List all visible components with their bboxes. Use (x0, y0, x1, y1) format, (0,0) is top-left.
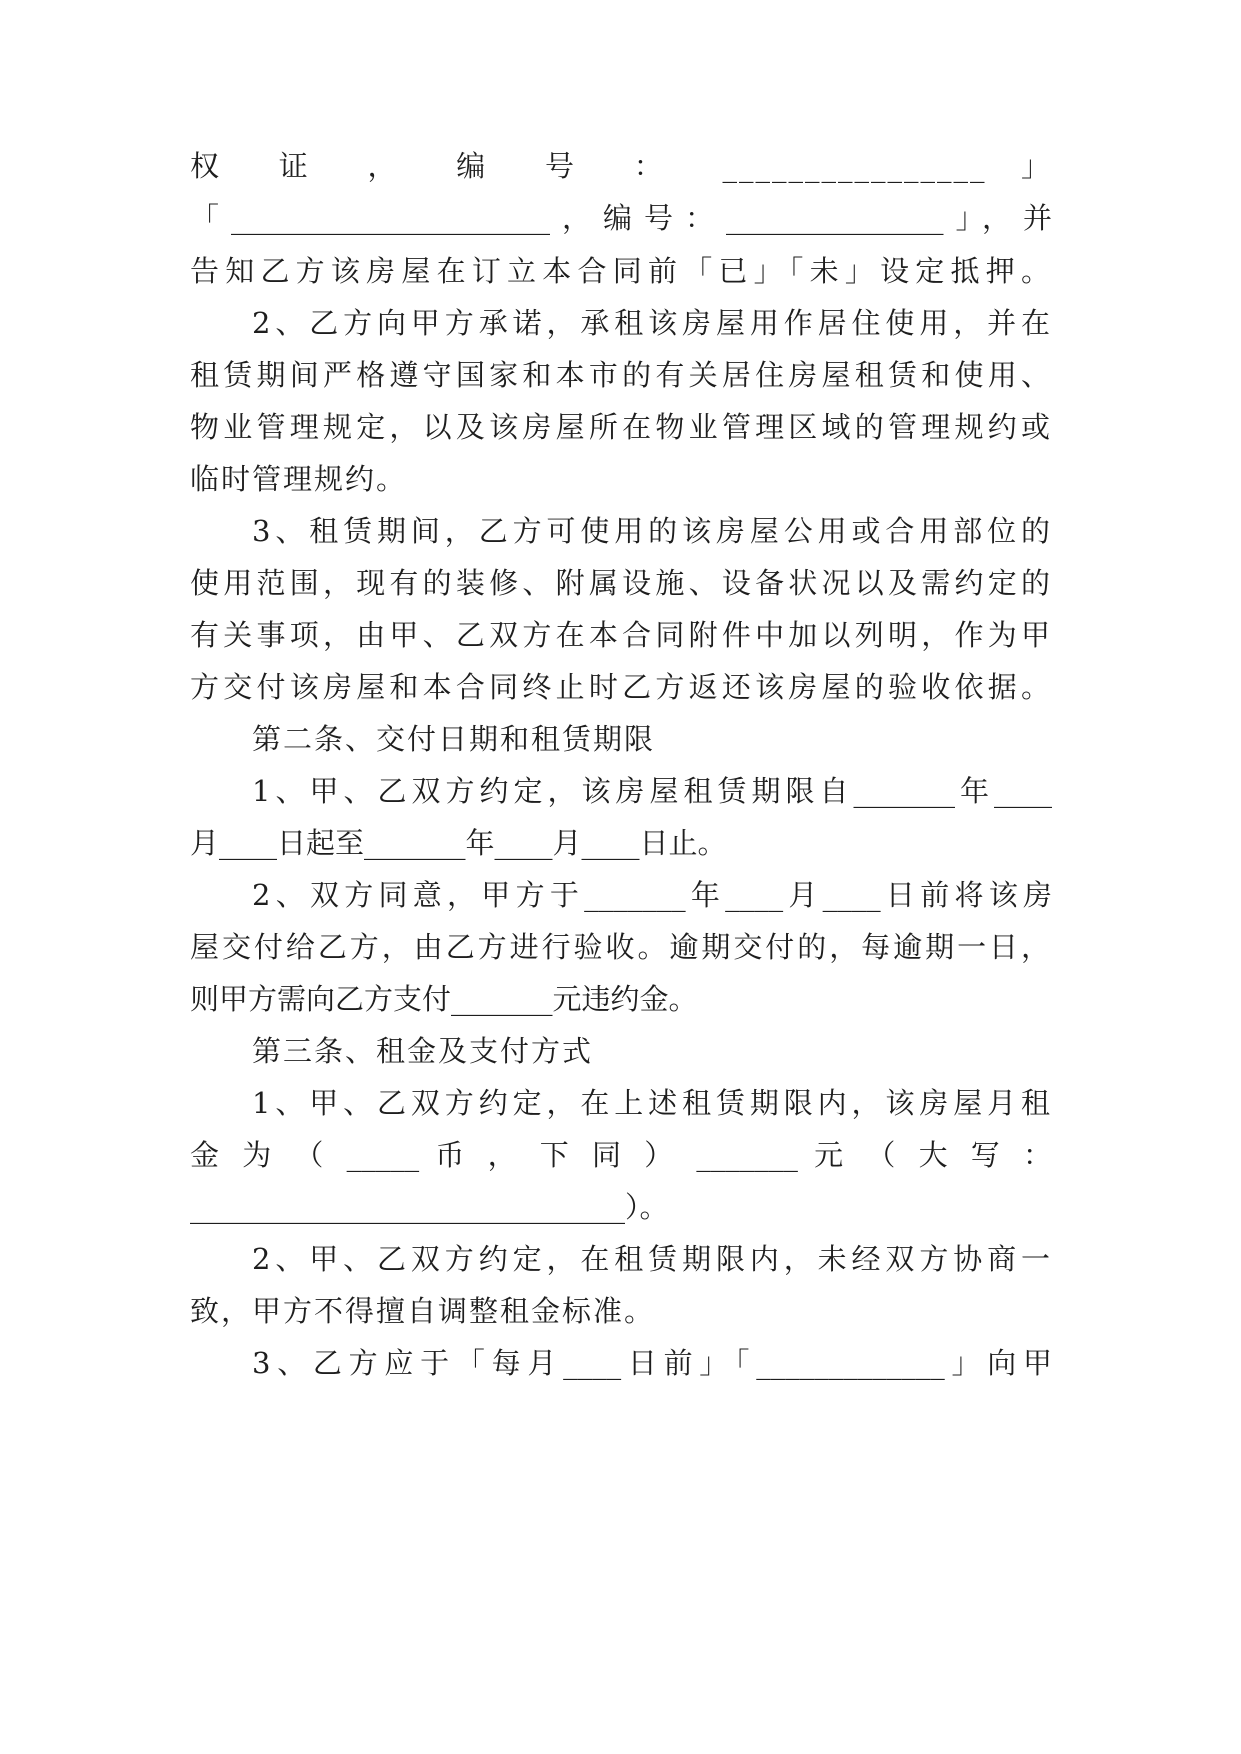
article-2-item-1-line-2: 月____日起至_______年____月____日止。 (190, 826, 727, 860)
clause-2-line-4: 临时管理规约。 (190, 462, 408, 496)
article-3-heading: 第三条、租金及支付方式 (252, 1034, 594, 1068)
clause-3-line-1: 3、租赁期间，乙方可使用的该房屋公用或合用部位的 (252, 514, 1052, 548)
text-line-property-cert: 权 证 ， 编 号 ： ________________ 」 (190, 149, 1052, 183)
article-3-item-2-line-1: 2、甲、乙双方约定，在租赁期限内，未经双方协商一 (252, 1242, 1052, 1276)
article-2-heading: 第二条、交付日期和租赁期限 (252, 722, 656, 756)
article-3-item-3-line-1: 3、乙方应于「每月____日前」「_____________」向甲 (252, 1346, 1052, 1380)
article-2-item-2-line-3: 则甲方需向乙方支付_______元违约金。 (190, 982, 698, 1016)
clause-3-line-4: 方交付该房屋和本合同终止时乙方返还该房屋的验收依据。 (190, 670, 1052, 704)
article-3-item-1-line-3: ______________________________）。 (190, 1190, 669, 1224)
clause-2-line-3: 物业管理规定，以及该房屋所在物业管理区域的管理规约或 (190, 410, 1052, 444)
clause-3-line-3: 有关事项，由甲、乙双方在本合同附件中加以列明，作为甲 (190, 618, 1052, 652)
article-3-item-2-line-2: 致，甲方不得擅自调整租金标准。 (190, 1294, 656, 1328)
clause-2-line-1: 2、乙方向甲方承诺，承租该房屋用作居住使用，并在 (252, 306, 1052, 340)
clause-3-line-2: 使用范围，现有的装修、附属设施、设备状况以及需约定的 (190, 566, 1052, 600)
article-2-item-2-line-2: 屋交付给乙方，由乙方进行验收。逾期交付的，每逾期一日， (190, 930, 1052, 964)
article-2-item-2-line-1: 2、双方同意，甲方于_______年____月____日前将该房 (252, 878, 1052, 912)
article-3-item-1-line-2: 金 为 （ _____ 币 ， 下 同 ） _______ 元 （ 大 写 ： (190, 1138, 1052, 1172)
text-line-number-blanks: 「______________________，编号：_______________」，并 (190, 201, 1052, 235)
article-3-item-1-line-1: 1、甲、乙双方约定，在上述租赁期限内，该房屋月租 (252, 1086, 1052, 1120)
text-line-mortgage-notice: 告知乙方该房屋在订立本合同前「已」「未」设定抵押。 (190, 254, 1052, 288)
article-2-item-1-line-1: 1、甲、乙双方约定，该房屋租赁期限自_______年____ (252, 774, 1052, 808)
clause-2-line-2: 租赁期间严格遵守国家和本市的有关居住房屋租赁和使用、 (190, 358, 1052, 392)
